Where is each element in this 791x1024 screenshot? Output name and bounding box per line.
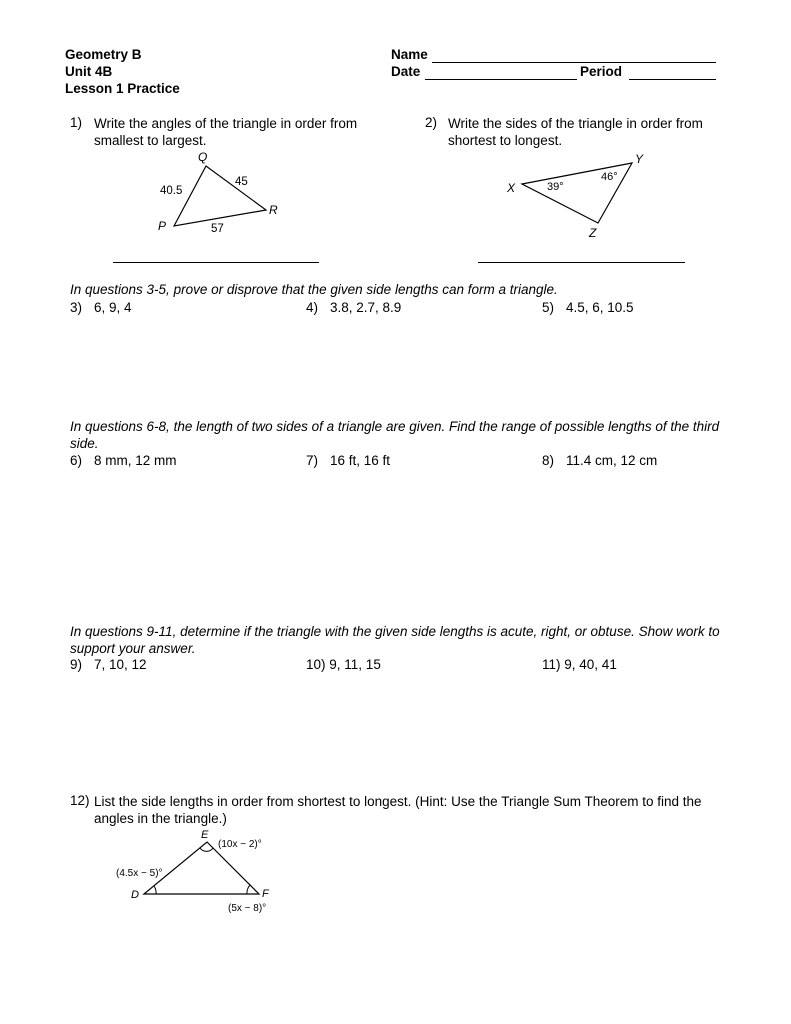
q7-item: [306, 453, 390, 468]
q3-text: 6, 9, 4: [94, 300, 132, 315]
angle-e-arc: [200, 848, 213, 851]
angle-y-label: 46°: [601, 171, 618, 183]
q6-number: 6): [70, 453, 83, 468]
angle-f-label: (5x − 8)°: [228, 903, 267, 914]
vertex-z-label: Z: [589, 226, 597, 240]
q12-text: List the side lengths in order from shortest to longest. (Hint: Use the Triangle Sum Theorem to find the angles in the triangle.): [94, 794, 702, 826]
course-title: Geometry B: [65, 47, 142, 62]
q1-number: 1): [70, 115, 83, 130]
q5-item: [542, 300, 634, 315]
section2-instruction: In questions 6-8, the length of two sides of a triangle are given. Find the range of possible lengths of the third side.: [70, 419, 720, 451]
q5-number: 5): [542, 300, 555, 315]
q6-text: 8 mm, 12 mm: [94, 453, 177, 468]
vertex-e-label: E: [201, 829, 209, 841]
q10-number: 10): [306, 657, 326, 672]
vertex-x-label: X: [507, 181, 516, 195]
unit-title: Unit 4B: [65, 64, 113, 79]
q3-item: [70, 300, 132, 315]
triangle-pqr: [174, 166, 266, 226]
angle-e-label: (10x − 2)°: [218, 839, 262, 850]
period-label: Period: [580, 64, 623, 79]
lesson-title: Lesson 1 Practice: [65, 81, 180, 96]
q2-text: Write the sides of the triangle in order from shortest to longest.: [448, 116, 703, 148]
q11-number: 11): [542, 657, 561, 672]
q12-triangle-figure: [110, 826, 290, 918]
q8-item: [542, 453, 657, 468]
side-pq-label: 40.5: [160, 185, 183, 197]
q7-number: 7): [306, 453, 319, 468]
q8-text: 11.4 cm, 12 cm: [566, 453, 658, 468]
q11-text: 9, 40, 41: [564, 657, 617, 672]
q5-text: 4.5, 6, 10.5: [566, 300, 634, 315]
side-qr-label: 45: [235, 176, 248, 188]
q4-number: 4): [306, 300, 319, 315]
date-blank[interactable]: [425, 79, 577, 80]
q11-item: [542, 657, 617, 672]
name-blank[interactable]: [432, 62, 716, 63]
period-blank[interactable]: [629, 79, 716, 80]
vertex-d-label: D: [131, 889, 139, 901]
q1-triangle-figure: [150, 148, 290, 238]
q1-answer-line[interactable]: [113, 262, 319, 263]
q9-item: [70, 657, 147, 672]
date-label: Date: [391, 64, 421, 79]
vertex-y-label: Y: [635, 152, 644, 166]
angle-d-label: (4.5x − 5)°: [116, 868, 163, 879]
angle-f-arc: [247, 885, 250, 894]
q2-triangle-figure: [500, 150, 660, 242]
section1-instruction: In questions 3-5, prove or disprove that the given side lengths can form a triangle.: [70, 282, 558, 297]
side-pr-label: 57: [211, 223, 224, 235]
q12-number: 12): [70, 793, 90, 808]
q4-text: 3.8, 2.7, 8.9: [330, 300, 402, 315]
vertex-r-label: R: [269, 203, 278, 217]
vertex-q-label: Q: [198, 150, 208, 164]
angle-x-label: 39°: [547, 181, 564, 193]
q3-number: 3): [70, 300, 83, 315]
section3-instruction: In questions 9-11, determine if the triangle with the given side lengths is acute, right, or obtuse. Show work to support your answer.: [70, 624, 720, 656]
q1-text: Write the angles of the triangle in order from smallest to largest.: [94, 116, 358, 148]
q10-item: [306, 657, 381, 672]
q8-number: 8): [542, 453, 555, 468]
vertex-p-label: P: [158, 219, 167, 233]
angle-d-arc: [154, 886, 156, 894]
q6-item: [70, 453, 177, 468]
q10-text: 9, 11, 15: [329, 657, 381, 672]
q2-answer-line[interactable]: [478, 262, 685, 263]
name-label: Name: [391, 47, 428, 62]
q7-text: 16 ft, 16 ft: [330, 453, 391, 468]
q2-number: 2): [425, 115, 438, 130]
q9-number: 9): [70, 657, 83, 672]
q4-item: [306, 300, 401, 315]
q9-text: 7, 10, 12: [94, 657, 147, 672]
vertex-f-label: F: [262, 888, 269, 900]
